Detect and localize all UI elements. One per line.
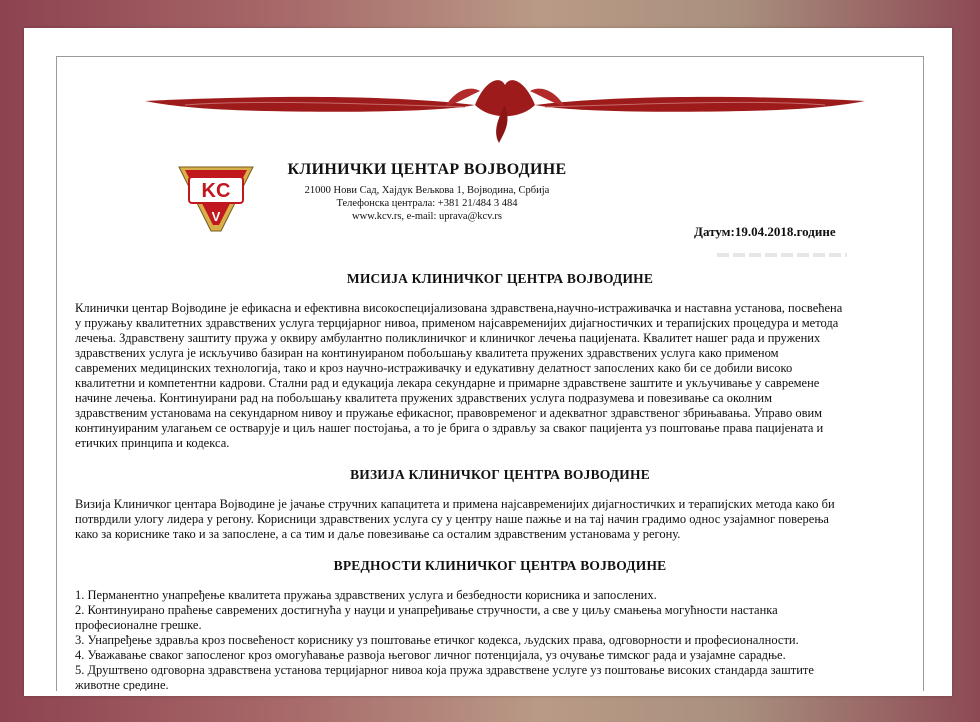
values-line: 5. Друштвено одговорна здравствена установа терцијарног нивоа која пружа здравствене услуге уз поштовање високих стандарда заштите [75, 663, 814, 677]
institution-phone: Телефонска централа: +381 21/484 3 484 [336, 198, 518, 209]
values-line: животне средине. [75, 678, 169, 691]
vision-paragraph [75, 497, 924, 542]
vision-heading: ВИЗИЈА КЛИНИЧКОГ ЦЕНТРА ВОЈВОДИНЕ [350, 467, 650, 482]
institution-name: КЛИНИЧКИ ЦЕНТАР ВОЈВОДИНЕ [287, 161, 567, 178]
mission-line: у пружању квалитетних здравствених услуга терцијарног нивоа, применом најсавременијих дијагностичких и терапијских процедура и метода [75, 316, 839, 330]
mission-line: квалитетни и компетентни кадрови. Стални рад и едукација лекара секундарне и примарне здравствене заштите и укључивање у савремене [75, 376, 820, 390]
logo-letter: V [211, 209, 221, 224]
values-line: 2. Континуирано праћење савремених достигнућа у науци и унапређивање стручности, а све у циљу смањења могућности настанка [75, 603, 778, 617]
logo-text: KC [201, 180, 231, 202]
institution-address: 21000 Нови Сад, Хајдук Вељкова 1, Војводина, Србија [304, 185, 550, 196]
values-line: професионалне грешке. [75, 618, 202, 632]
vision-line: Визија Клиничког центара Војводине је јачање стручних капацитета и примена најсавременијих дијагностичких и терапијских метода како би [75, 497, 835, 511]
faded-text-line [717, 253, 847, 257]
mission-line: здравственим установама на секундарном нивоу и пружање ефикасног, правовременог и адекватног здравственог збрињавања. Управо овим [75, 406, 823, 420]
document-frame [24, 28, 952, 696]
mission-line: етичких принципа и кодекса. [75, 436, 230, 450]
mission-line: лечења. Здравствену заштиту пружа у оквиру амбулантно поликлиничког и клиничког лечења пацијената. Квалитет нашег рада и пружених [75, 331, 821, 345]
document-date: Датум:19.04.2018.године [694, 224, 836, 239]
vision-line: како за кориснике тако и за запослене, а са тим и даље повезивање са осталим здравственим установама у регону. [75, 527, 681, 541]
kcv-logo [175, 161, 257, 233]
decorative-ornament-icon [145, 65, 865, 145]
mission-line: Клинички центар Војводине је ефикасна и ефективна високоспецијализована здравствена,научно-истраживачка и наставна установа, посвећена [75, 301, 843, 315]
mission-line: начине лечења. Континуирани рад на побољшању квалитета пружених здравствених услуга подразумева и повезивање са околним [75, 391, 773, 405]
mission-paragraph [75, 301, 924, 451]
mission-heading: МИСИЈА КЛИНИЧКОГ ЦЕНТРА ВОЈВОДИНЕ [346, 271, 654, 286]
mission-line: континуираним улагањем се остварује и циљ нашег постојања, а то је брига о здрављу за сваког пацијента уз поштовање права пацијената и [75, 421, 824, 435]
document-page [56, 56, 924, 691]
institution-header [257, 161, 597, 223]
mission-line: савремених медицинских технологија, тако и кроз научно-истраживачку и едукативну делатност запослених како би се добили високо [75, 361, 793, 375]
vision-line: потврдили улогу лидера у регону. Корисници здравствених услуга су у центру наше пажње и на тај начин градимо однос узајамног поверења [75, 512, 829, 526]
document-body [75, 265, 924, 691]
institution-web: www.kcv.rs, e-mail: uprava@kcv.rs [352, 211, 502, 222]
values-heading: ВРЕДНОСТИ КЛИНИЧКОГ ЦЕНТРА ВОЈВОДИНЕ [333, 558, 667, 573]
mission-line: здравствених услуга је искључиво базиран на континуираном побољшању квалитета пружених здравствених услуга како применом [75, 346, 779, 360]
values-line: 1. Перманентно унапређење квалитета пружања здравствених услуга и безбедности корисника и запослених. [75, 588, 657, 602]
values-line: 3. Унапређење здравља кроз посвећеност кориснику уз поштовање етичког кодекса, људских права, одговорности и професионалности. [75, 633, 799, 647]
values-list [75, 588, 924, 691]
values-line: 4. Уважавање сваког запосленог кроз омогућавање развоја његовог личног потенцијала, уз очување тимског рада и узајамне сарадње. [75, 648, 786, 662]
